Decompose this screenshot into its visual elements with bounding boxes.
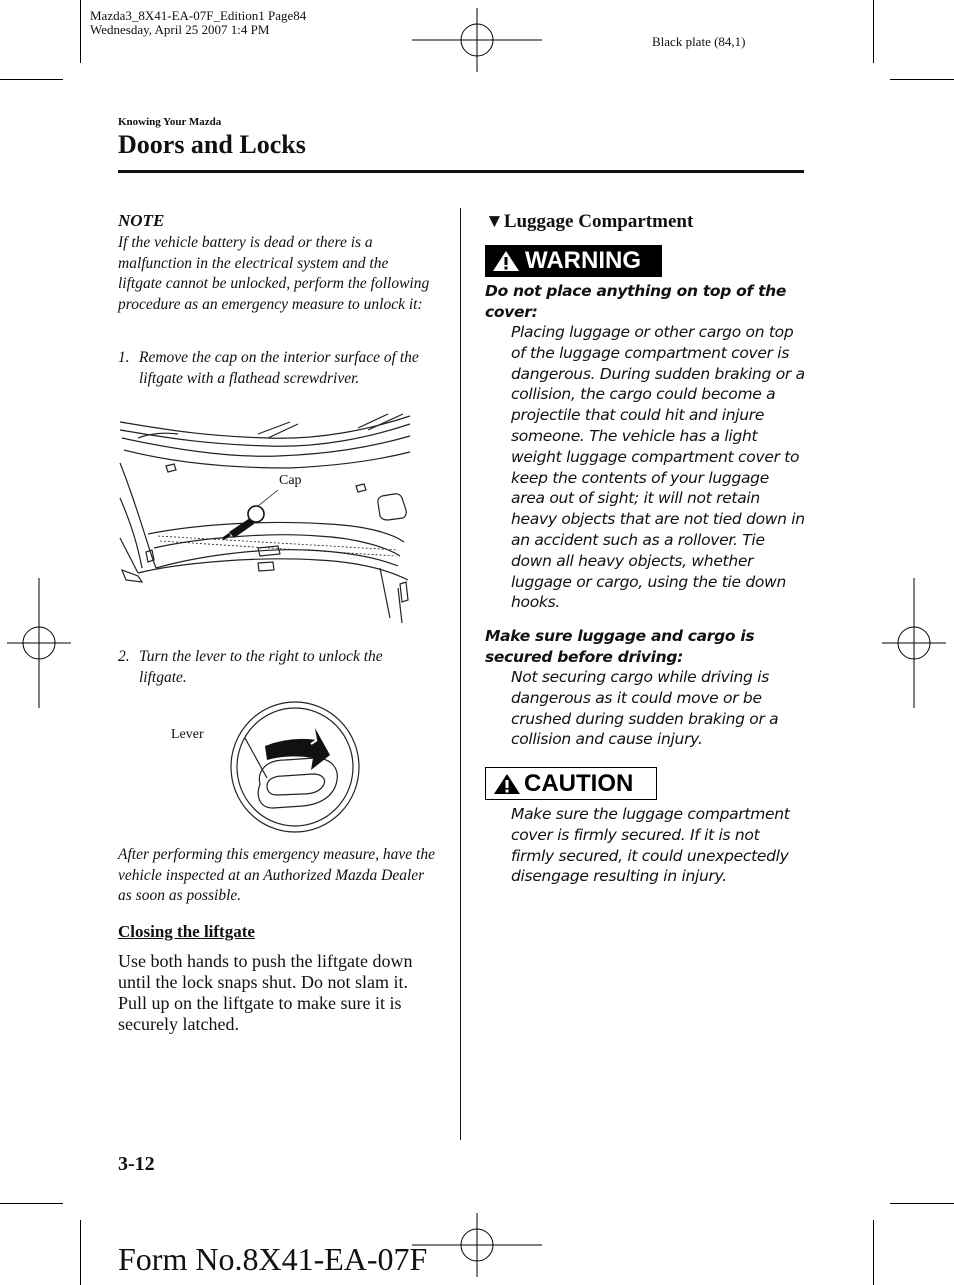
warning-label: WARNING xyxy=(525,247,641,274)
note-text: If the vehicle battery is dead or there is a malfunction in the electrical system and the liftgate cannot be unlocked, perform the following procedure as an emergency measure to unlock it: xyxy=(118,234,430,314)
crop-mark xyxy=(0,1203,63,1204)
warning-2-title: Make sure luggage and cargo is secured before driving: xyxy=(485,627,755,666)
print-info-line1: Mazda3_8X41-EA-07F_Edition1 Page84 xyxy=(90,8,307,23)
liftgate-interior-illustration xyxy=(118,408,413,623)
page-number: 3-12 xyxy=(118,1153,155,1175)
warning-triangle-icon xyxy=(491,249,521,273)
after-note: After performing this emergency measure, have the vehicle inspected at an Authorized Mazda Dealer as soon as possible. xyxy=(118,846,435,905)
crop-mark xyxy=(80,0,81,63)
luggage-heading-text: Luggage Compartment xyxy=(503,211,694,232)
figure-callout-lever: Lever xyxy=(171,727,204,742)
luggage-heading xyxy=(485,211,693,233)
crop-mark xyxy=(873,1220,874,1285)
crop-mark xyxy=(873,0,874,63)
caution-1-text: Make sure the luggage compartment cover is firmly secured. If it is not firmly secured, it could unexpectedly disengage resulting in injury. xyxy=(511,805,790,886)
registration-mark-icon xyxy=(882,578,946,708)
warning-badge xyxy=(485,245,662,277)
closing-liftgate-heading: Closing the liftgate xyxy=(118,922,255,941)
step-1-text: Remove the cap on the interior surface of the liftgate with a flathead screwdriver. xyxy=(139,349,419,387)
crop-mark xyxy=(0,79,63,80)
step-2-number: 2. xyxy=(118,648,130,665)
caution-badge xyxy=(485,767,657,800)
warning-1-text: Placing luggage or other cargo on top of the luggage compartment cover is dangerous. During sudden braking or a collision, the cargo could become a projectile that could hit and injure someone. The vehicle has a light weight luggage compartment cover to keep the contents of your luggage area out of sight; it will not retain heavy objects that are not tied down in an accident such as a rollover. Tie down all heavy objects, whether luggage or cargo, using the tie down hooks. xyxy=(511,323,805,612)
form-number: Form No.8X41-EA-07F xyxy=(118,1241,428,1277)
heading-marker: ▼ xyxy=(485,211,504,232)
caution-label: CAUTION xyxy=(524,769,634,797)
crop-mark xyxy=(890,1203,954,1204)
warning-1-title: Do not place anything on top of the cover: xyxy=(485,282,787,321)
column-divider xyxy=(460,208,461,1140)
step-2-text: Turn the lever to the right to unlock the liftgate. xyxy=(139,648,383,686)
crop-mark xyxy=(890,79,954,80)
section-label: Knowing Your Mazda xyxy=(118,116,222,128)
registration-mark-icon xyxy=(412,1213,542,1277)
page-title: Doors and Locks xyxy=(118,130,306,159)
plate-info: Black plate (84,1) xyxy=(652,34,746,49)
print-info-line2: Wednesday, April 25 2007 1:4 PM xyxy=(90,22,270,37)
figure-callout-cap: Cap xyxy=(279,473,302,488)
title-rule xyxy=(118,170,804,173)
closing-liftgate-text: Use both hands to push the liftgate down until the lock snaps shut. Do not slam it. Pull up on the liftgate to make sure it is securely latched. xyxy=(118,951,413,1034)
crop-mark xyxy=(80,1220,81,1285)
step-1-number: 1. xyxy=(118,349,130,366)
warning-2-text: Not securing cargo while driving is dangerous as it could move or be crushed during sudden braking or a collision and cause injury. xyxy=(511,668,779,749)
registration-mark-icon xyxy=(7,578,71,708)
lever-illustration xyxy=(205,700,365,835)
note-label: NOTE xyxy=(118,211,165,230)
registration-mark-icon xyxy=(412,8,542,72)
caution-triangle-icon xyxy=(492,772,522,796)
